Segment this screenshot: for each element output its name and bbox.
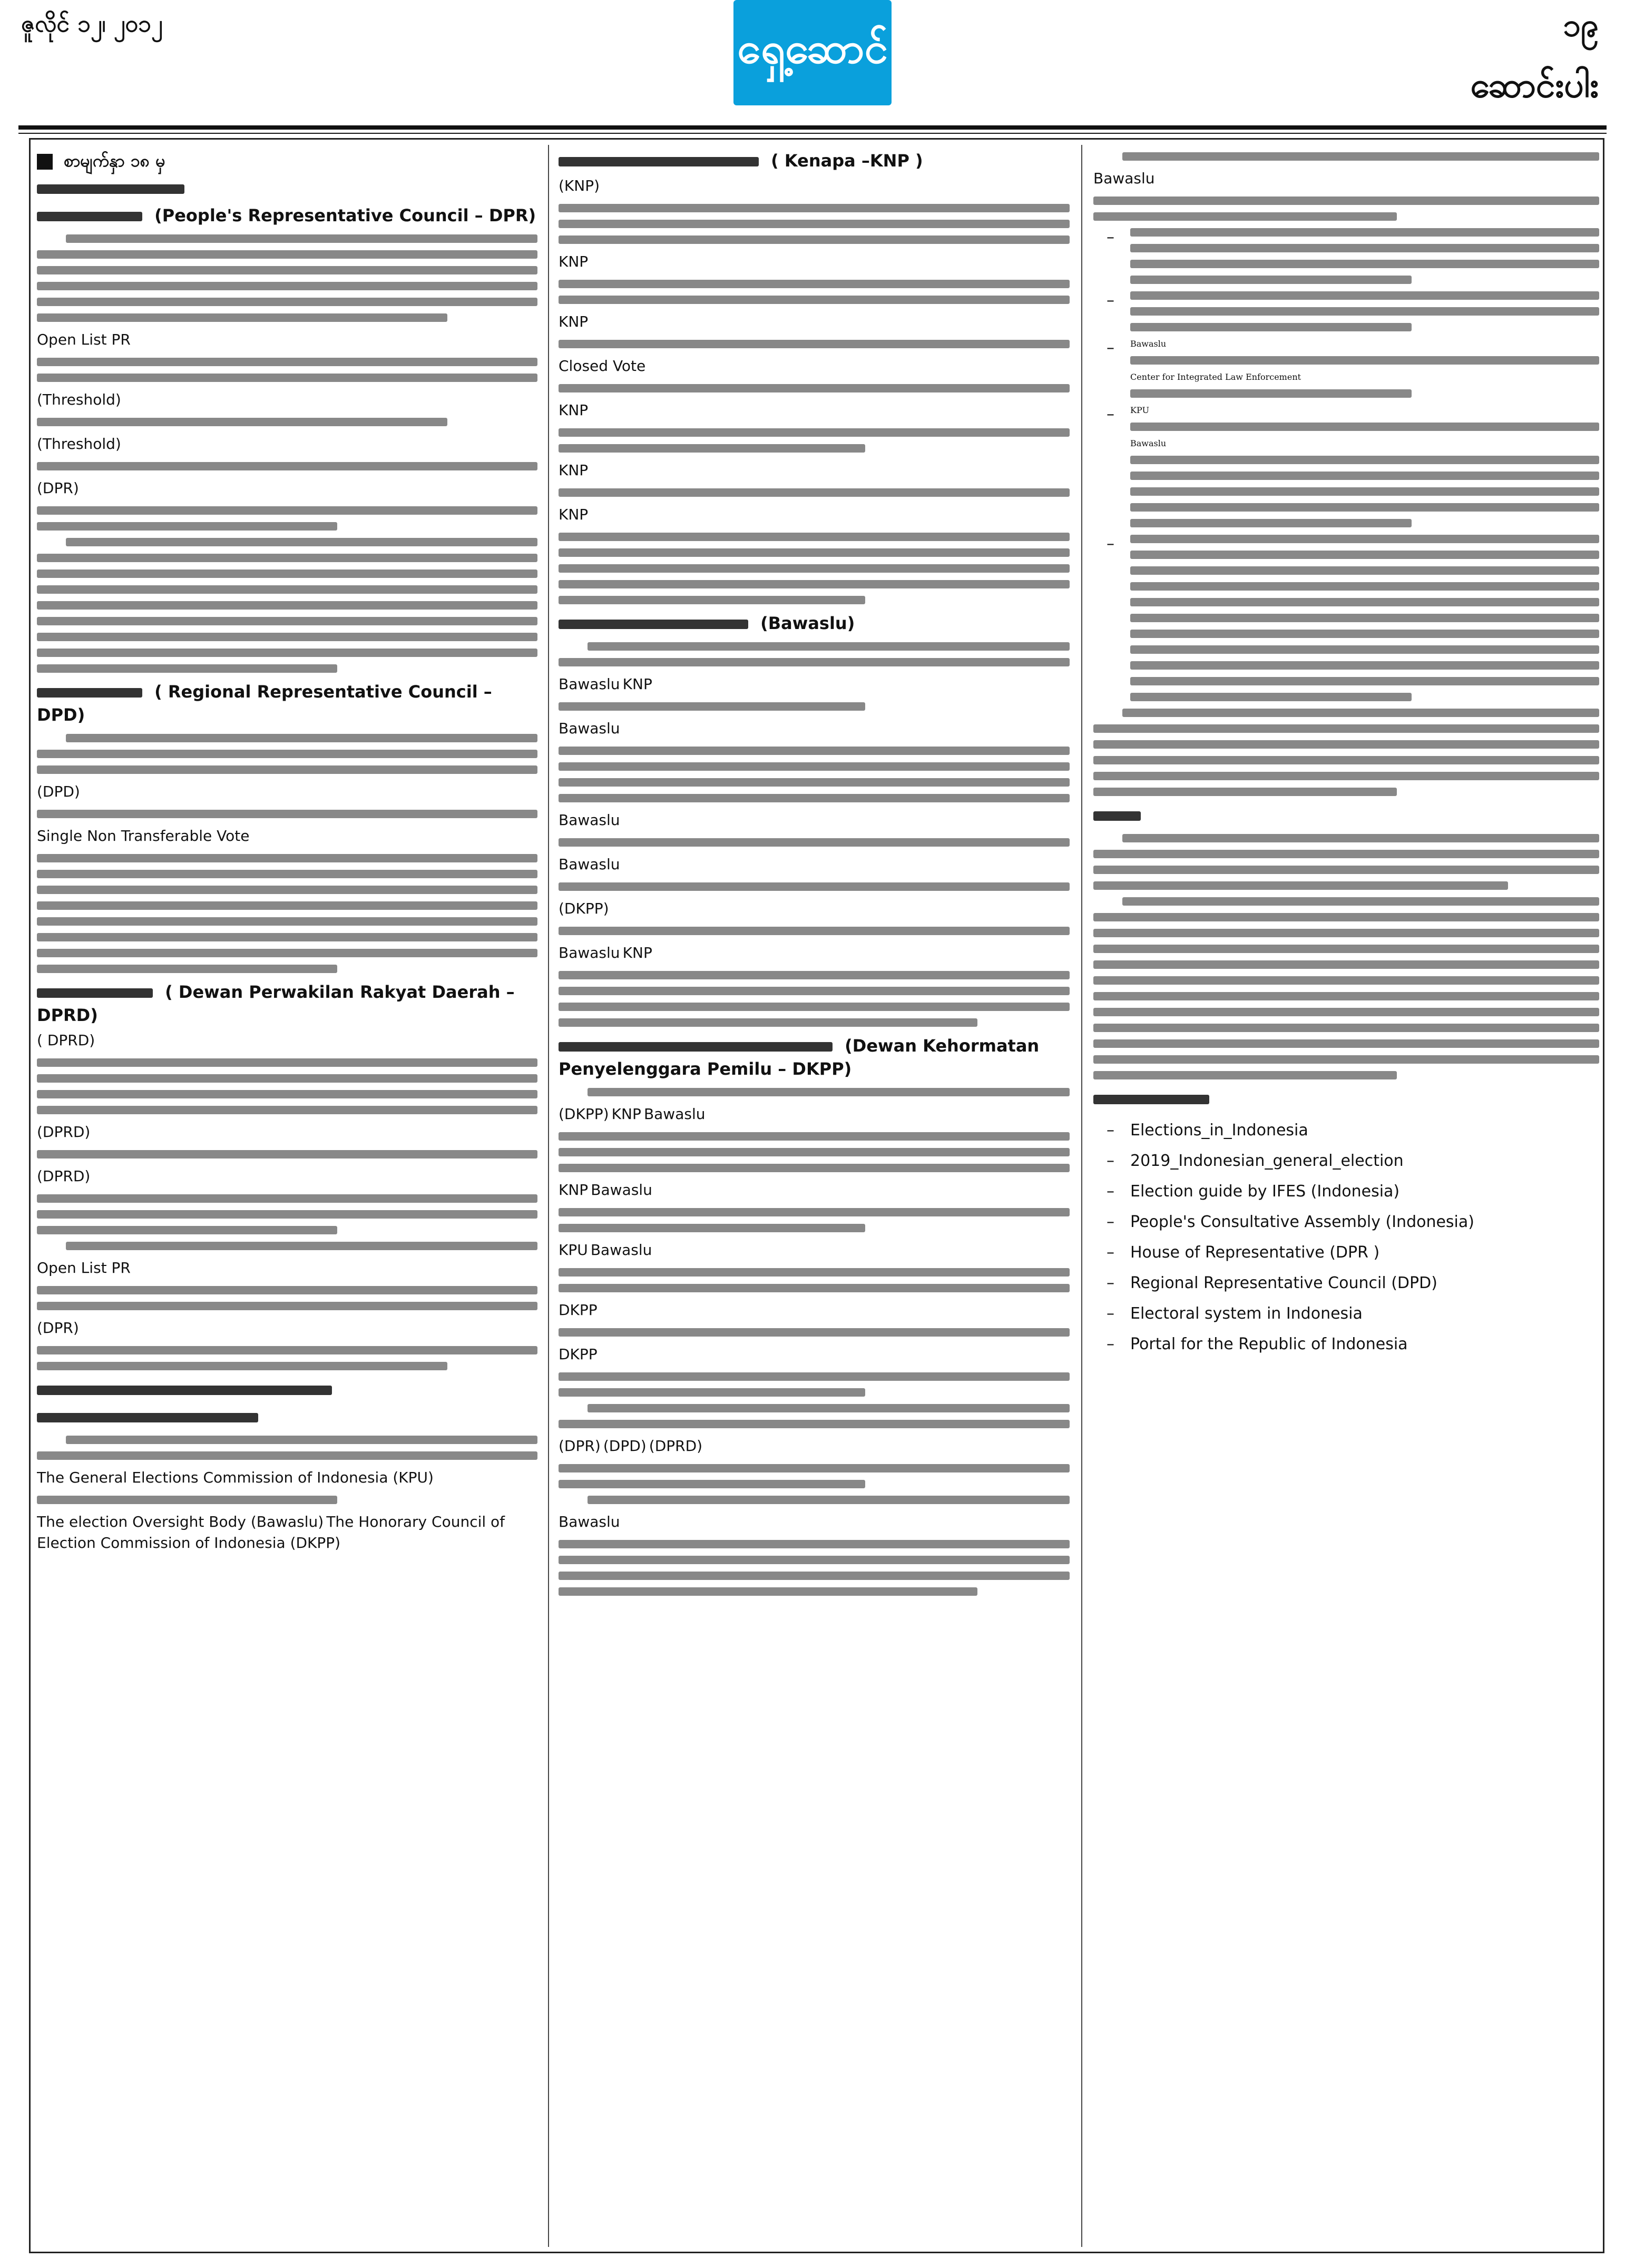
reference-list xyxy=(1093,1115,1599,1360)
list-item xyxy=(1093,291,1599,331)
list-item xyxy=(1093,535,1599,701)
article-column-2 xyxy=(559,145,1070,2247)
section-label: ဆောင်းပါး xyxy=(1470,64,1599,105)
paragraph: Bawaslu xyxy=(1093,152,1599,221)
paragraph: (DPD) Single Non Transferable Vote xyxy=(37,734,537,973)
paragraph: (DKPP) KNP Bawaslu KNP Bawaslu xyxy=(559,1088,1070,1232)
reference-item: – Electoral system in Indonesia xyxy=(1093,1299,1599,1329)
page-number: ၁၉ xyxy=(1563,7,1599,44)
continued-from: စာမျက်နှာ ၁၈ မှ xyxy=(37,149,537,172)
paragraph: The General Elections Commission of Indonesia (KPU) The election Oversight Body (Bawaslu) The Honorary Council of Election Commission of Indonesia (DKPP) xyxy=(37,1436,537,1554)
paragraph xyxy=(1093,897,1599,1079)
myanmar-text xyxy=(37,212,142,221)
myanmar-text xyxy=(37,1413,258,1422)
paragraph: Open List PR (DPR) xyxy=(37,1242,537,1370)
section-heading: (Dewan Kehormatan Penyelenggara Pemilu – DKPP) xyxy=(559,1036,1040,1079)
section-heading: ( Kenapa –KNP ) xyxy=(559,149,1070,172)
paragraph: (DPR) (DPD) (DPRD) xyxy=(559,1404,1070,1488)
section-heading xyxy=(37,1378,537,1401)
myanmar-text xyxy=(37,988,153,998)
myanmar-text xyxy=(37,184,184,194)
section-heading xyxy=(1093,803,1599,827)
article-column-3 xyxy=(1093,145,1599,2247)
myanmar-text xyxy=(559,157,759,166)
section-heading xyxy=(37,1405,537,1428)
paragraph xyxy=(1093,834,1599,890)
list-item: – Bawaslu Center for Integrated Law Enforcement xyxy=(1093,339,1599,398)
paragraph: Open List PR (Threshold) (Threshold) (DPR) xyxy=(37,234,537,531)
list-item xyxy=(1093,228,1599,284)
section-heading xyxy=(37,176,537,200)
section-heading: ( Regional Representative Council – DPD) xyxy=(37,682,492,725)
paragraph: Bawaslu KNP xyxy=(559,642,1070,711)
issue-date: ဇူလိုင် ၁၂၊ ၂၀၁၂ xyxy=(21,11,163,37)
myanmar-text xyxy=(1093,1095,1209,1104)
header-rule-thin xyxy=(18,133,1607,134)
myanmar-text xyxy=(559,1042,833,1052)
section-heading xyxy=(1093,1087,1599,1110)
section-heading: ( Dewan Perwakilan Rakyat Daerah – DPRD) xyxy=(37,982,515,1025)
paragraph xyxy=(1093,709,1599,796)
section-heading: (People's Representative Council – DPR) xyxy=(37,204,537,227)
paragraph: ( DPRD) (DPRD) (DPRD) xyxy=(37,1030,537,1234)
header-rule xyxy=(18,125,1607,130)
masthead-logo: ရှေ့ဆောင် xyxy=(733,0,892,105)
paragraph: (KNP) KNP KNP Closed Vote KNP xyxy=(559,175,1070,453)
reference-item: – Election guide by IFES (Indonesia) xyxy=(1093,1176,1599,1207)
paragraph: KNP KNP xyxy=(559,460,1070,604)
paragraph xyxy=(37,538,537,673)
myanmar-text xyxy=(1093,811,1141,821)
article-column-1 xyxy=(37,145,537,2247)
paragraph: Bawaslu Bawaslu Bawaslu (DKPP) Bawaslu KNP xyxy=(559,718,1070,1027)
myanmar-text xyxy=(37,688,142,698)
myanmar-text xyxy=(559,620,748,629)
reference-item: – Elections_in_Indonesia xyxy=(1093,1115,1599,1146)
reference-item: – 2019_Indonesian_general_election xyxy=(1093,1146,1599,1176)
paragraph: Bawaslu xyxy=(559,1496,1070,1596)
list-item: – KPU Bawaslu xyxy=(1093,405,1599,527)
reference-item: – People's Consultative Assembly (Indonesia) xyxy=(1093,1207,1599,1238)
page-header xyxy=(0,0,1625,126)
paragraph: KPU Bawaslu DKPP DKPP xyxy=(559,1240,1070,1397)
myanmar-text xyxy=(37,1386,332,1395)
reference-item: – Regional Representative Council (DPD) xyxy=(1093,1268,1599,1299)
reference-item: – Portal for the Republic of Indonesia xyxy=(1093,1329,1599,1360)
section-heading: (Bawaslu) xyxy=(559,612,1070,635)
column-divider xyxy=(548,145,549,2247)
reference-item: – House of Representative (DPR ) xyxy=(1093,1238,1599,1268)
bullet-square-icon xyxy=(37,154,53,170)
bullet-list xyxy=(1093,228,1599,701)
column-divider xyxy=(1081,145,1082,2247)
